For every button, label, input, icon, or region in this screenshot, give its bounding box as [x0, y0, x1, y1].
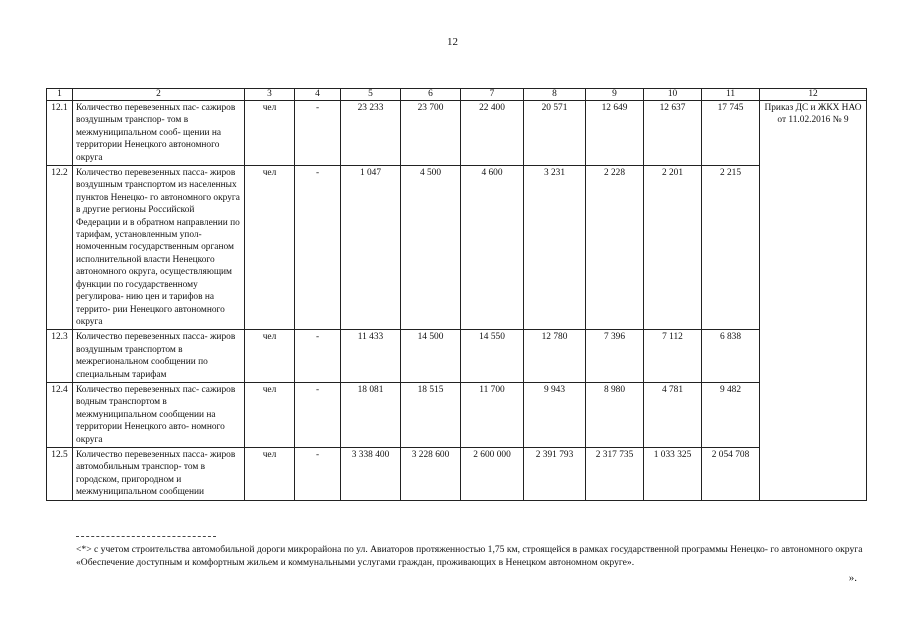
- base-value-cell: -: [295, 382, 341, 447]
- indicator-name: Количество перевезенных пас- сажиров водным транспортом в межмуниципальном сообщении на территории Ненецкого авто- номного округа: [73, 382, 245, 447]
- header-cell: 1: [47, 89, 73, 101]
- unit-cell: чел: [245, 447, 295, 500]
- value-cell: 2 317 735: [586, 447, 644, 500]
- header-cell: 11: [702, 89, 760, 101]
- value-cell: 18 515: [401, 382, 461, 447]
- value-cell: 9 482: [702, 382, 760, 447]
- table-row: [47, 330, 867, 383]
- row-number: 12.2: [47, 166, 73, 330]
- unit-cell: чел: [245, 382, 295, 447]
- value-cell: 1 033 325: [644, 447, 702, 500]
- header-cell: 5: [341, 89, 401, 101]
- value-cell: 4 600: [461, 166, 524, 330]
- value-cell: 3 338 400: [341, 447, 401, 500]
- footnote-divider: [76, 536, 216, 537]
- header-cell: 10: [644, 89, 702, 101]
- indicator-name: Количество перевезенных пас- сажиров воздушным транспор- том в межмуниципальном сооб- щении на территории Ненецкого автономного округа: [73, 101, 245, 166]
- base-value-cell: -: [295, 330, 341, 383]
- value-cell: 3 228 600: [401, 447, 461, 500]
- indicators-table: [46, 88, 867, 501]
- header-cell: 3: [245, 89, 295, 101]
- value-cell: 2 228: [586, 166, 644, 330]
- table-header-row: [47, 89, 867, 101]
- base-value-cell: -: [295, 447, 341, 500]
- table-row: [47, 447, 867, 500]
- value-cell: 9 943: [524, 382, 586, 447]
- value-cell: 12 649: [586, 101, 644, 166]
- value-cell: 14 500: [401, 330, 461, 383]
- base-value-cell: -: [295, 166, 341, 330]
- value-cell: 7 396: [586, 330, 644, 383]
- footnote-text: <*> с учетом строительства автомобильной дороги микрорайона по ул. Авиаторов протяженностью 1,75 км, строящейся в рамках государственной программы Ненецко- го автономного округа «Обеспечение доступным и комфортным жильем и коммунальными услугами граждан, проживающих в Ненецком автономном округе».: [76, 544, 863, 568]
- header-cell: 9: [586, 89, 644, 101]
- table-row: [47, 101, 867, 166]
- closing-quote: ».: [848, 572, 857, 584]
- value-cell: 11 433: [341, 330, 401, 383]
- value-cell: 2 600 000: [461, 447, 524, 500]
- value-cell: 8 980: [586, 382, 644, 447]
- table-row: [47, 382, 867, 447]
- unit-cell: чел: [245, 101, 295, 166]
- row-number: 12.5: [47, 447, 73, 500]
- row-number: 12.1: [47, 101, 73, 166]
- header-cell: 7: [461, 89, 524, 101]
- value-cell: 1 047: [341, 166, 401, 330]
- value-cell: 2 391 793: [524, 447, 586, 500]
- row-number: 12.4: [47, 382, 73, 447]
- value-cell: 18 081: [341, 382, 401, 447]
- value-cell: 23 233: [341, 101, 401, 166]
- source-cell: Приказ ДС и ЖКХ НАО от 11.02.2016 № 9: [760, 101, 867, 501]
- value-cell: 4 500: [401, 166, 461, 330]
- value-cell: 12 780: [524, 330, 586, 383]
- value-cell: 22 400: [461, 101, 524, 166]
- value-cell: 7 112: [644, 330, 702, 383]
- header-cell: 12: [760, 89, 867, 101]
- table-row: [47, 166, 867, 330]
- value-cell: 23 700: [401, 101, 461, 166]
- unit-cell: чел: [245, 330, 295, 383]
- value-cell: 17 745: [702, 101, 760, 166]
- value-cell: 14 550: [461, 330, 524, 383]
- unit-cell: чел: [245, 166, 295, 330]
- header-cell: 4: [295, 89, 341, 101]
- value-cell: 12 637: [644, 101, 702, 166]
- value-cell: 2 215: [702, 166, 760, 330]
- value-cell: 3 231: [524, 166, 586, 330]
- header-cell: 6: [401, 89, 461, 101]
- header-cell: 8: [524, 89, 586, 101]
- row-number: 12.3: [47, 330, 73, 383]
- header-cell: 2: [73, 89, 245, 101]
- value-cell: 2 201: [644, 166, 702, 330]
- value-cell: 20 571: [524, 101, 586, 166]
- value-cell: 11 700: [461, 382, 524, 447]
- indicator-name: Количество перевезенных пасса- жиров воздушным транспортом в межрегиональном сообщении по специальным тарифам: [73, 330, 245, 383]
- value-cell: 6 838: [702, 330, 760, 383]
- value-cell: 4 781: [644, 382, 702, 447]
- indicator-name: Количество перевезенных пасса- жиров автомобильным транспор- том в городском, пригородном и межмуниципальном сообщении: [73, 447, 245, 500]
- base-value-cell: -: [295, 101, 341, 166]
- page-number: 12: [447, 36, 458, 48]
- value-cell: 2 054 708: [702, 447, 760, 500]
- indicator-name: Количество перевезенных пасса- жиров воздушным транспортом из населенных пунктов Ненецко- го автономного округа в другие регионы Российской Федерации и в обратном направлении по тарифам, установленным упол- номоченным государственным органом исполнительной власти Ненецкого автономного округа, осуществляющим функции по государственному регулирова- нию цен и тарифов на террито- рии Ненецкого автономного округа: [73, 166, 245, 330]
